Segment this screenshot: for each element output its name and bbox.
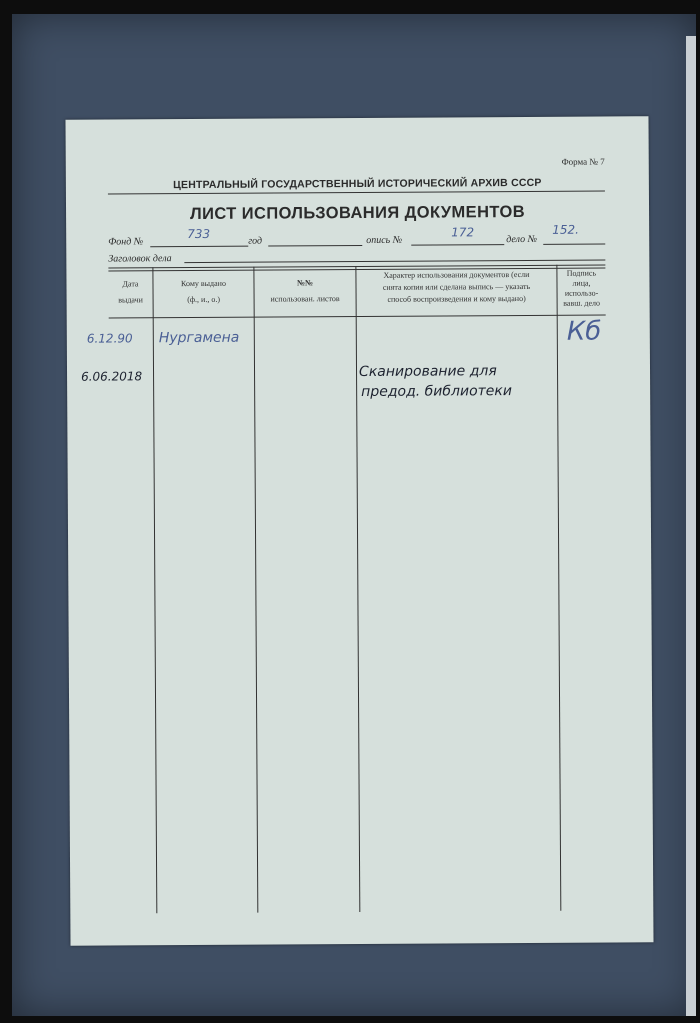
usage-sheet	[65, 116, 653, 946]
column-header-date	[108, 278, 152, 306]
header-line: №№	[296, 278, 314, 288]
column-header-usage	[358, 269, 554, 306]
column-header-signature	[557, 268, 605, 308]
archive-name: ЦЕНТРАЛЬНЫЙ ГОСУДАРСТВЕННЫЙ ИСТОРИЧЕСКИЙ АРХИВ СССР	[173, 176, 542, 192]
header-line: использо-	[564, 288, 599, 298]
fond-value: 733	[187, 226, 211, 242]
column-divider	[152, 267, 157, 913]
header-line: Кому выдано	[181, 278, 226, 289]
header-line: Дата	[122, 279, 139, 289]
delo-value: 152.	[552, 222, 579, 237]
row-2-usage-line-1: Сканирование для	[358, 363, 497, 380]
row-2-usage-line-2: предод. библиотеки	[361, 383, 512, 400]
god-label: год	[248, 235, 263, 247]
opis-underline	[411, 244, 504, 246]
header-line: Подпись	[566, 268, 597, 278]
header-line: снята копия или сделана выпись — указать	[382, 281, 531, 292]
delo-label: дело №	[506, 233, 538, 246]
god-underline	[268, 245, 362, 247]
header-line: выдачи	[118, 295, 143, 305]
column-divider	[556, 265, 561, 911]
row-2-date: 6.06.2018	[81, 369, 143, 384]
fond-underline	[150, 246, 248, 248]
header-line: вавш. дело	[563, 298, 601, 308]
column-divider	[355, 266, 360, 912]
page-title: ЛИСТ ИСПОЛЬЗОВАНИЯ ДОКУМЕНТОВ	[190, 202, 526, 224]
column-header-sheets	[254, 277, 355, 306]
column-divider	[253, 267, 258, 913]
delo-underline	[543, 243, 605, 244]
opis-value: 172	[451, 225, 475, 240]
header-line: (ф., и., о.)	[187, 294, 221, 305]
row-1-date: 6.12.90	[86, 331, 133, 346]
header-line: лица,	[572, 278, 591, 288]
opis-label: опись №	[366, 234, 403, 246]
header-line: Характер использования документов (если	[383, 269, 530, 280]
row-1-recipient: Нургамена	[158, 329, 240, 347]
header-line: способ воспроизведения и кому выдано)	[387, 293, 526, 304]
fond-label: Фонд №	[108, 236, 144, 248]
row-1-signature: Кб	[566, 316, 602, 347]
zagolovok-label: Заголовок дела	[108, 253, 172, 265]
header-line: использован. листов	[270, 294, 340, 304]
zagolovok-underline	[184, 259, 605, 263]
divider	[108, 190, 605, 194]
column-header-recipient	[153, 278, 253, 307]
folder-edge	[686, 36, 696, 1016]
form-number: Форма № 7	[561, 156, 605, 167]
table-header-rule	[109, 314, 606, 318]
